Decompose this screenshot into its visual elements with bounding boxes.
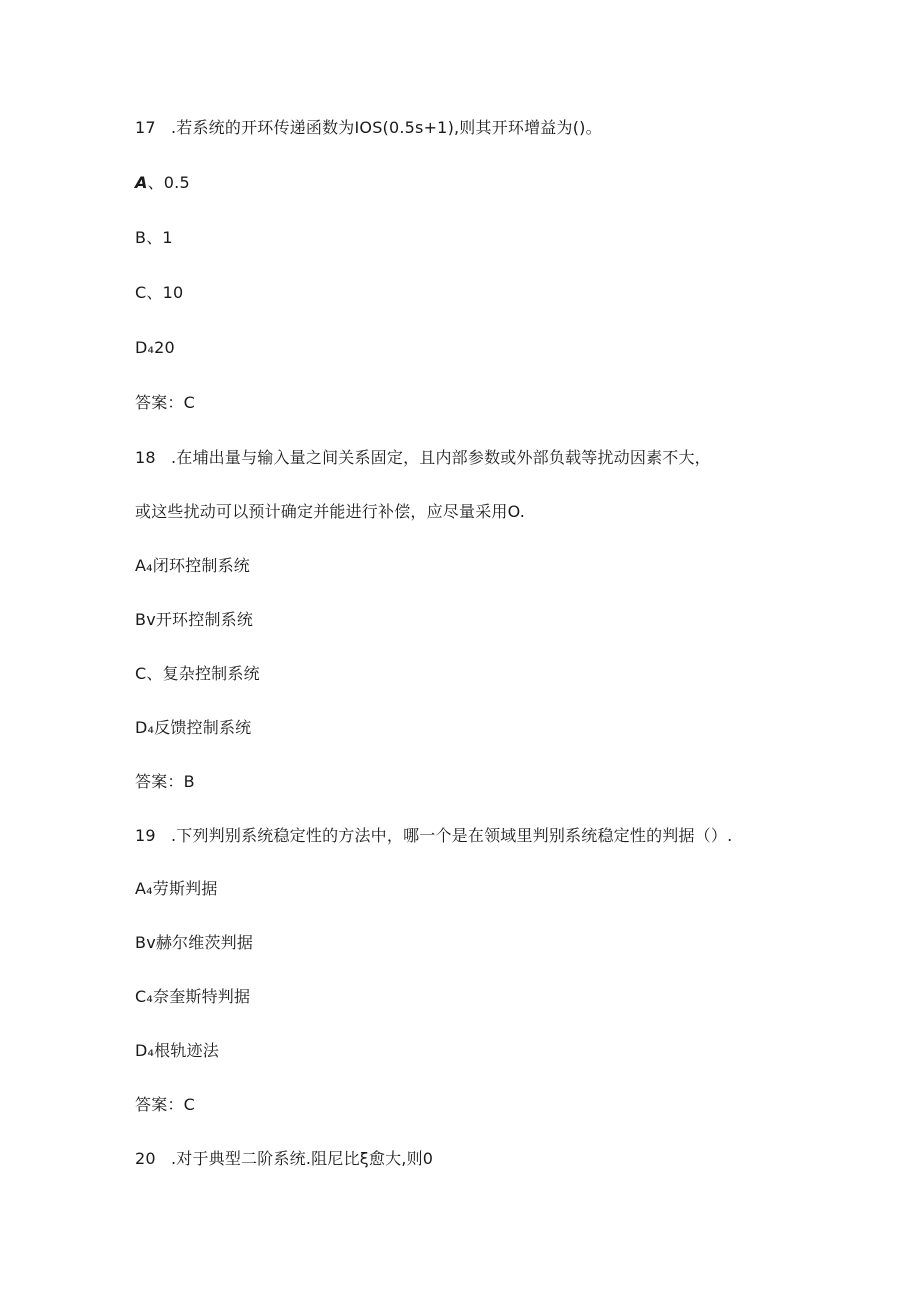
option-letter: C	[135, 283, 147, 302]
option-separator: 、	[146, 228, 163, 247]
option-letter: C	[135, 987, 147, 1006]
option-separator: 、	[146, 664, 163, 683]
question-text: .对于典型二阶系统.阻尼比ξ愈大,则0	[171, 1149, 434, 1168]
question-20-stem	[135, 1149, 433, 1169]
option-letter: B	[135, 933, 147, 952]
question-17-stem	[135, 118, 602, 138]
option-letter: A	[135, 556, 147, 575]
option-separator: ₄	[146, 879, 153, 898]
question-18-stem-continued: 或这些扰动可以预计确定并能进行补偿，应尽量采用O.	[135, 502, 526, 521]
question-18-option-c	[135, 664, 260, 684]
option-separator: v	[146, 610, 156, 629]
question-19-option-a	[135, 879, 218, 899]
option-separator: ₄	[147, 1041, 155, 1060]
option-letter: D	[135, 338, 148, 357]
question-number: 19	[135, 826, 156, 845]
question-17-option-a	[135, 173, 190, 193]
question-18-option-a	[135, 556, 250, 576]
option-letter: B	[135, 228, 147, 247]
option-text: 赫尔维茨判据	[155, 933, 254, 952]
option-letter: D	[135, 718, 148, 737]
option-separator: 、	[146, 283, 163, 302]
option-letter: C	[135, 664, 147, 683]
question-18-option-d	[135, 718, 251, 738]
question-19-answer: 答案：C	[135, 1095, 195, 1114]
option-text: 闭环控制系统	[152, 556, 250, 575]
option-letter: D	[135, 1041, 148, 1060]
question-number: 18	[135, 448, 156, 467]
question-17-option-b	[135, 228, 173, 248]
option-separator: ₄	[146, 556, 153, 575]
option-text: 劳斯判据	[152, 879, 218, 898]
option-text: 20	[154, 338, 175, 357]
question-19-stem	[135, 826, 732, 846]
option-text: 0.5	[163, 173, 190, 192]
option-text: 复杂控制系统	[162, 664, 260, 683]
question-19-option-b	[135, 933, 253, 953]
question-number: 20	[135, 1149, 156, 1168]
option-separator: ₄	[146, 987, 153, 1006]
option-separator: ₄	[147, 338, 155, 357]
option-separator: ₄	[147, 718, 155, 737]
question-text: .下列判别系统稳定性的方法中，哪一个是在领域里判别系统稳定性的判据（）.	[171, 826, 733, 845]
question-17-option-d	[135, 338, 175, 358]
question-18-option-b	[135, 610, 253, 630]
option-letter: A	[135, 879, 147, 898]
option-letter: B	[135, 610, 147, 629]
option-text: 根轨迹法	[154, 1041, 219, 1060]
option-separator: v	[146, 933, 156, 952]
question-17-option-c	[135, 283, 183, 303]
option-letter: A	[135, 173, 148, 192]
question-text: .若系统的开环传递函数为IOS(0.5s+1),则其开环增益为()。	[171, 118, 602, 137]
question-number: 17	[135, 118, 156, 137]
option-separator: 、	[147, 173, 164, 192]
question-text: .在埔出量与输入量之间关系固定，且内部参数或外部负载等扰动因素不大，	[171, 448, 711, 467]
option-text: 10	[162, 283, 184, 302]
question-18-answer: 答案：B	[135, 772, 195, 791]
question-19-option-c	[135, 987, 250, 1007]
question-17-answer: 答案：C	[135, 393, 195, 412]
option-text: 1	[162, 228, 173, 247]
question-19-option-d	[135, 1041, 219, 1061]
option-text: 奈奎斯特判据	[153, 987, 251, 1006]
option-text: 开环控制系统	[155, 610, 254, 629]
question-18-stem	[135, 448, 711, 468]
option-text: 反馈控制系统	[154, 718, 252, 737]
